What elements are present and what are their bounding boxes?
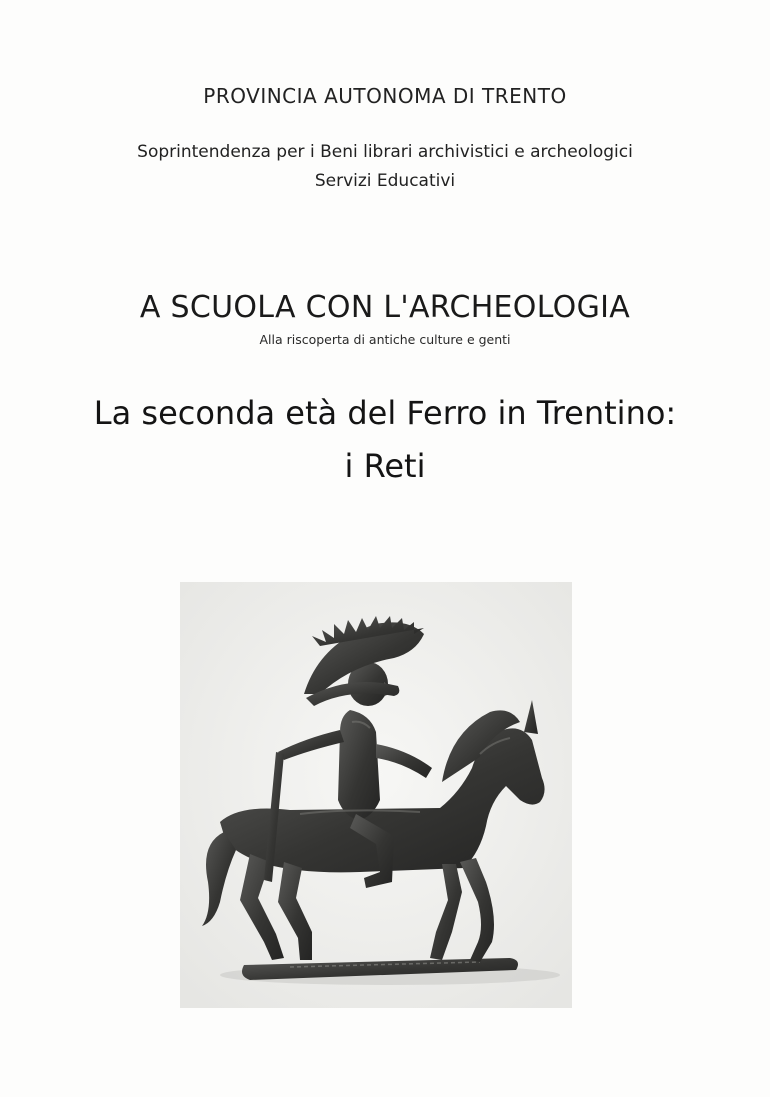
service-name: Servizi Educativi (314, 171, 456, 191)
publication-title-line-1: La seconda età del Ferro in Trentino: (93, 394, 677, 432)
publication-title-line-2: i Reti (344, 447, 426, 485)
department-name: Soprintendenza per i Beni librari archivistici e archeologici (137, 142, 633, 162)
figurine-photo (180, 582, 572, 1008)
organization-name: PROVINCIA AUTONOMA DI TRENTO (203, 84, 567, 108)
series-subtitle: Alla riscoperta di antiche culture e genti (259, 332, 511, 347)
series-title: A SCUOLA CON L'ARCHEOLOGIA (139, 290, 631, 325)
horseman-figurine-image (180, 582, 572, 1008)
